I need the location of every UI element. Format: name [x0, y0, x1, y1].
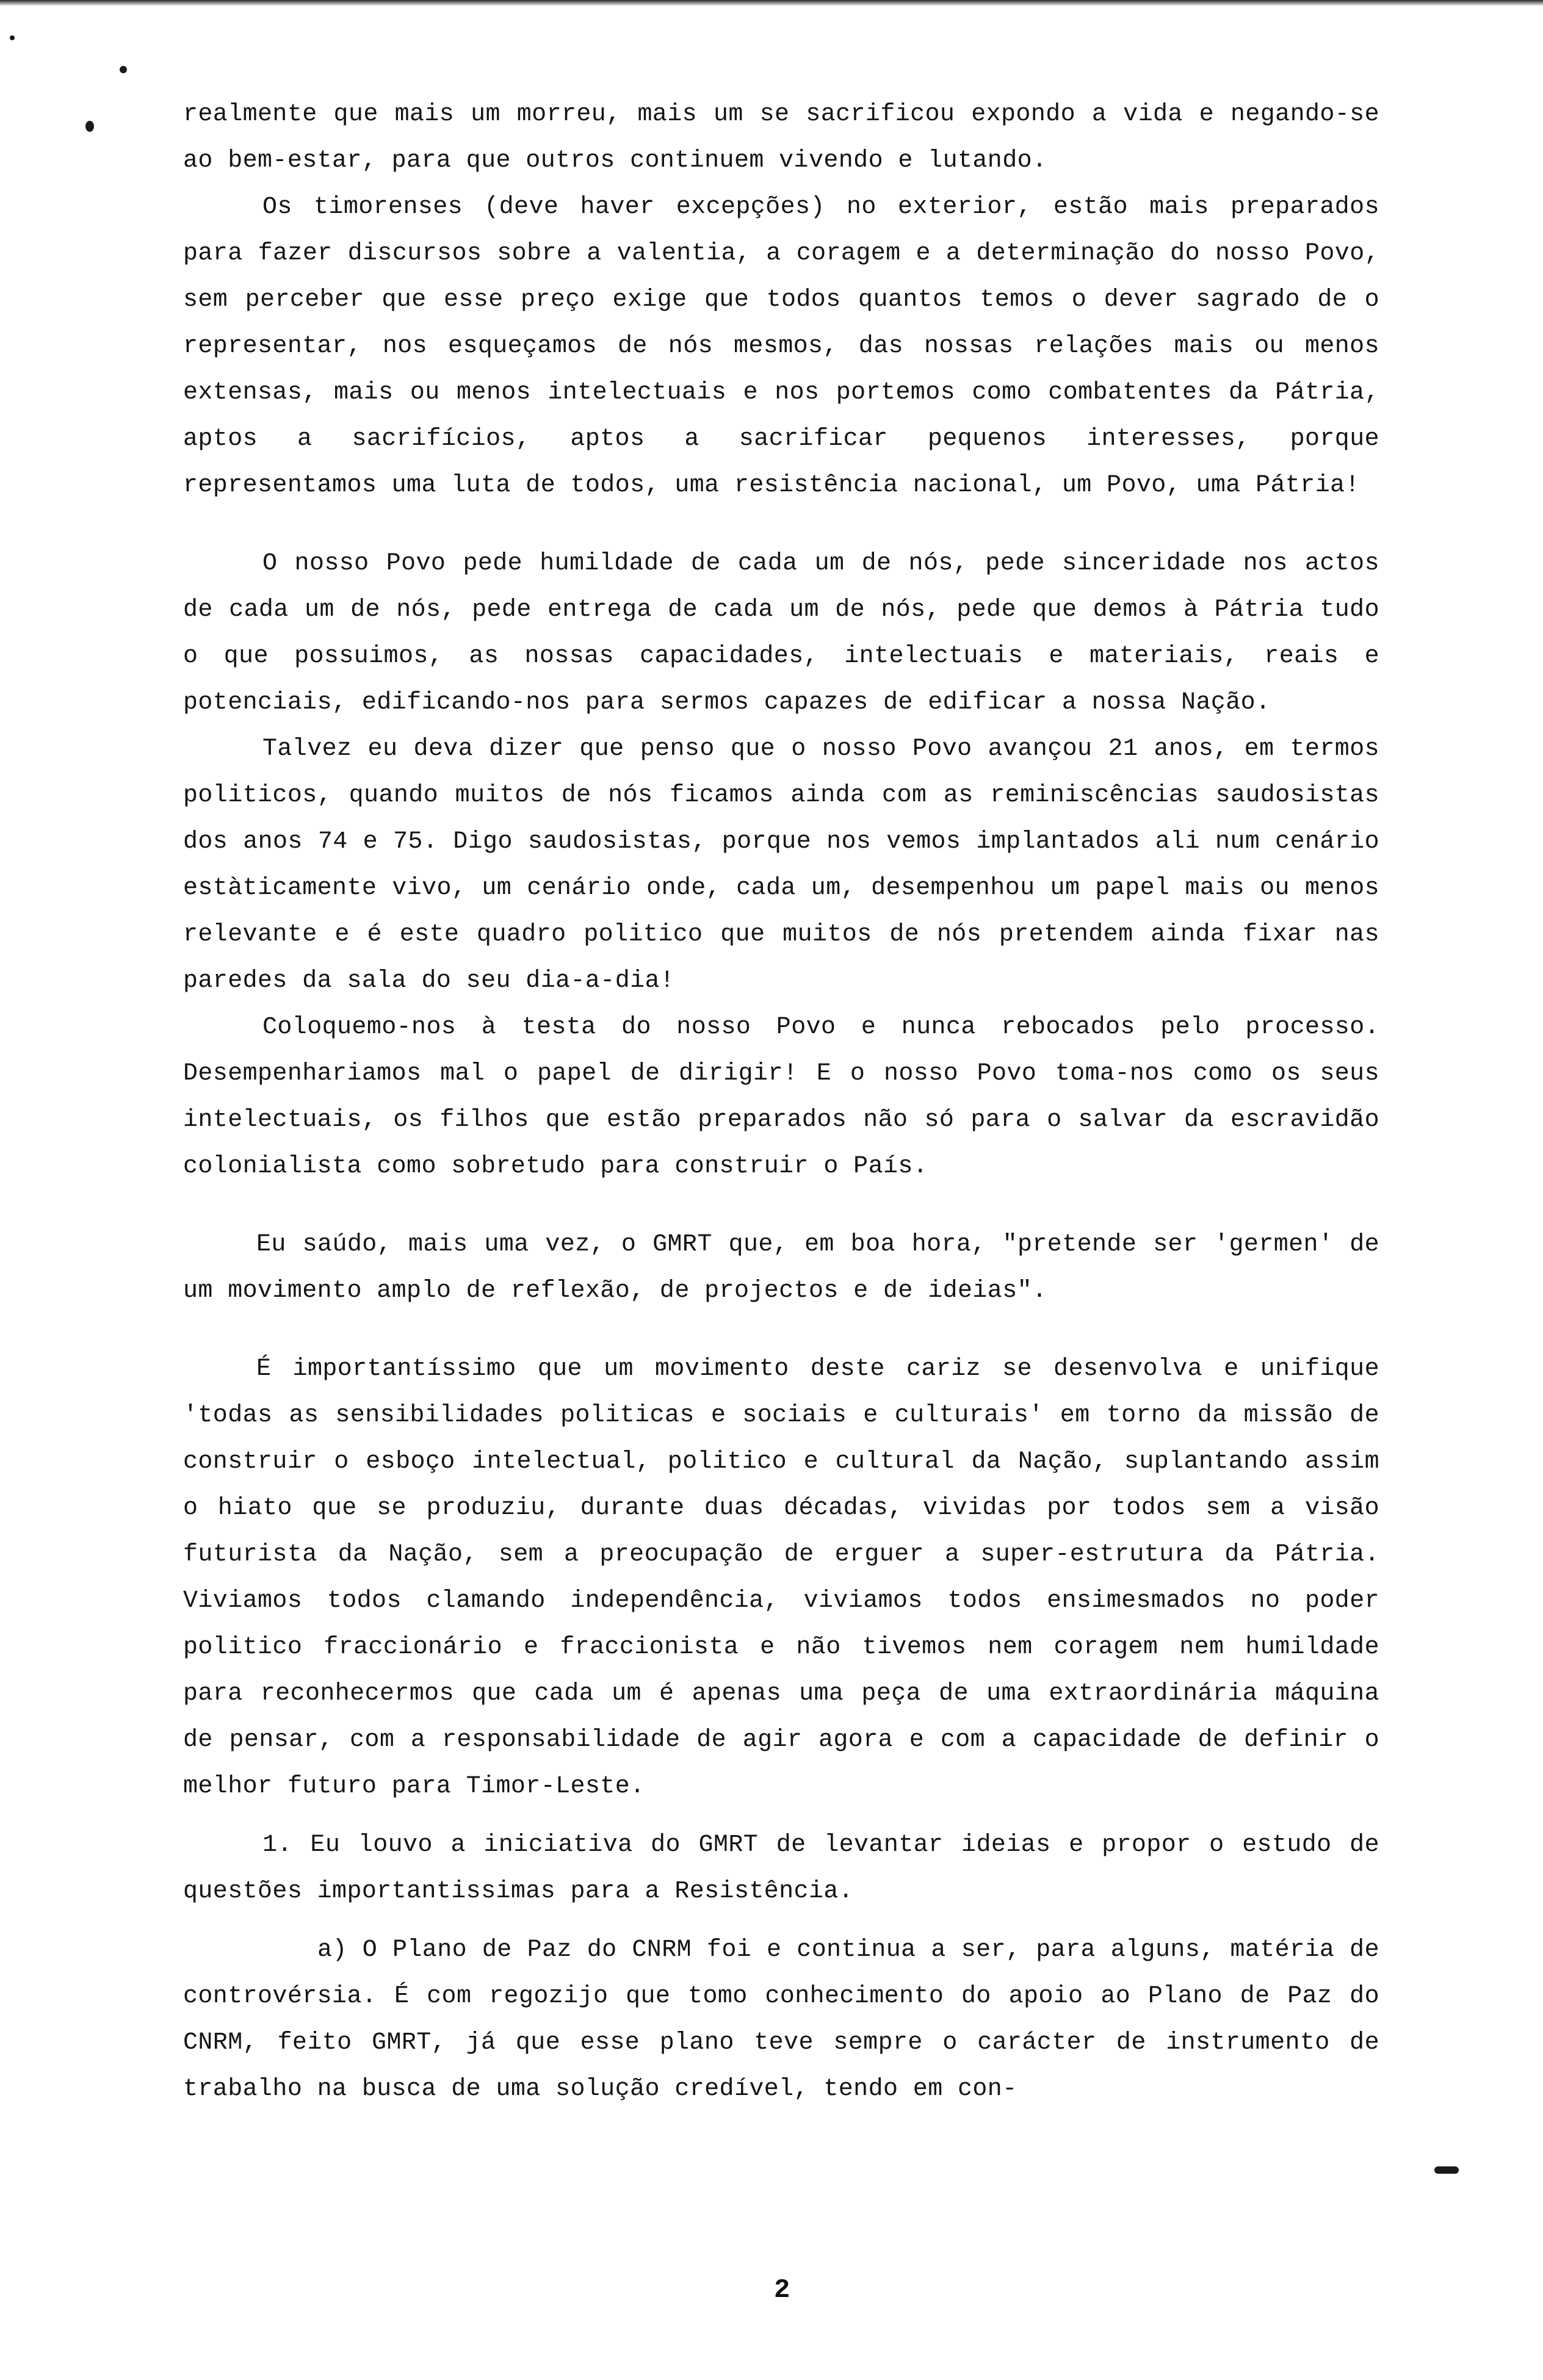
paragraph-gap	[183, 1810, 1379, 1822]
paragraph-5: Coloquemo-nos à testa do nosso Povo e nunca rebocados pelo processo. Desempenhariamos mal o papel de dirigir! E o nosso Povo toma-nos como os seus intelectuais, os filhos que estão preparados não só para o salvar da escravidão colonialista como sobretudo para construir o País.	[183, 1014, 1379, 1180]
paragraph-6: Eu saúdo, mais uma vez, o GMRT que, em boa hora, "pretende ser 'germen' de um movimento amplo de reflexão, de projectos e de ideias".	[183, 1231, 1379, 1305]
paragraph-2: Os timorenses (deve haver excepções) no exterior, estão mais preparados para fazer discursos sobre a valentia, a coragem e a determinação do nosso Povo, sem perceber que esse preço exige que todos quantos temos o dever sagrado de o representar, nos esqueçamos de nós mesmos, das nossas relações mais ou menos extensas, mais ou menos intelectuais e nos portemos como combatentes da Pátria, aptos a sacrifícios, aptos a sacrificar pequenos interesses, porque representamos uma luta de todos, uma resistência nacional, um Povo, uma Pátria!	[183, 193, 1379, 499]
scan-speck	[10, 35, 15, 40]
scan-top-edge	[0, 0, 1543, 6]
paragraph-gap	[183, 1915, 1379, 1927]
paragraph-gap	[183, 509, 1379, 541]
paragraph-4: Talvez eu deva dizer que penso que o nosso Povo avançou 21 anos, em termos politicos, quando muitos de nós ficamos ainda com as reminiscências saudosistas dos anos 74 e 75. Digo saudosistas, porque nos vemos implantados ali num cenário estàticamente vivo, um cenário onde, cada um, desempenhou um papel mais ou menos relevante e é este quadro politico que muitos de nós pretendem ainda fixar nas paredes da sala do seu dia-a-dia!	[183, 735, 1379, 995]
paragraph-gap	[183, 1190, 1379, 1222]
paragraph-gap	[183, 1314, 1379, 1346]
paragraph-7: É importantíssimo que um movimento deste cariz se desenvolva e unifique 'todas as sensibilidades politicas e sociais e culturais' em torno da missão de construir o esboço intelectual, politico e cultural da Nação, suplantando assim o hiato que se produziu, durante duas décadas, vividas por todos sem a visão futurista da Nação, sem a preocupação de erguer a super-estrutura da Pátria. Viviamos todos clamando independência, viviamos todos ensimesmados no poder politico fraccionário e fraccionista e não tivemos nem coragem nem humildade para reconhecermos que cada um é apenas uma peça de uma extraordinária máquina de pensar, com a responsabilidade de agir agora e com a capacidade de definir o melhor futuro para Timor-Leste.	[183, 1355, 1379, 1800]
document-body	[183, 92, 1379, 2113]
sub-item-a: a) O Plano de Paz do CNRM foi e continua a ser, para alguns, matéria de controvérsia. É com regozijo que tomo conhecimento do apoio ao Plano de Paz do CNRM, feito GMRT, já que esse plano teve sempre o carácter de instrumento de trabalho na busca de uma solução credível, tendo em con-	[183, 1936, 1379, 2103]
page-number: 2	[774, 2275, 790, 2306]
paragraph-1: realmente que mais um morreu, mais um se sacrificou expondo a vida e negando-se ao bem-estar, para que outros continuem vivendo e lutando.	[183, 101, 1379, 175]
paragraph-3: O nosso Povo pede humildade de cada um de nós, pede sinceridade nos actos de cada um de nós, pede entrega de cada um de nós, pede que demos à Pátria tudo o que possuimos, as nossas capacidades, intelectuais e materiais, reais e potenciais, edificando-nos para sermos capazes de edificar a nossa Nação.	[183, 550, 1379, 716]
scan-speck	[85, 121, 94, 132]
scan-speck	[120, 66, 127, 73]
numbered-item-1: 1. Eu louvo a iniciativa do GMRT de levantar ideias e propor o estudo de questões importantissimas para a Resistência.	[183, 1831, 1379, 1905]
scan-speck	[1434, 2166, 1459, 2174]
